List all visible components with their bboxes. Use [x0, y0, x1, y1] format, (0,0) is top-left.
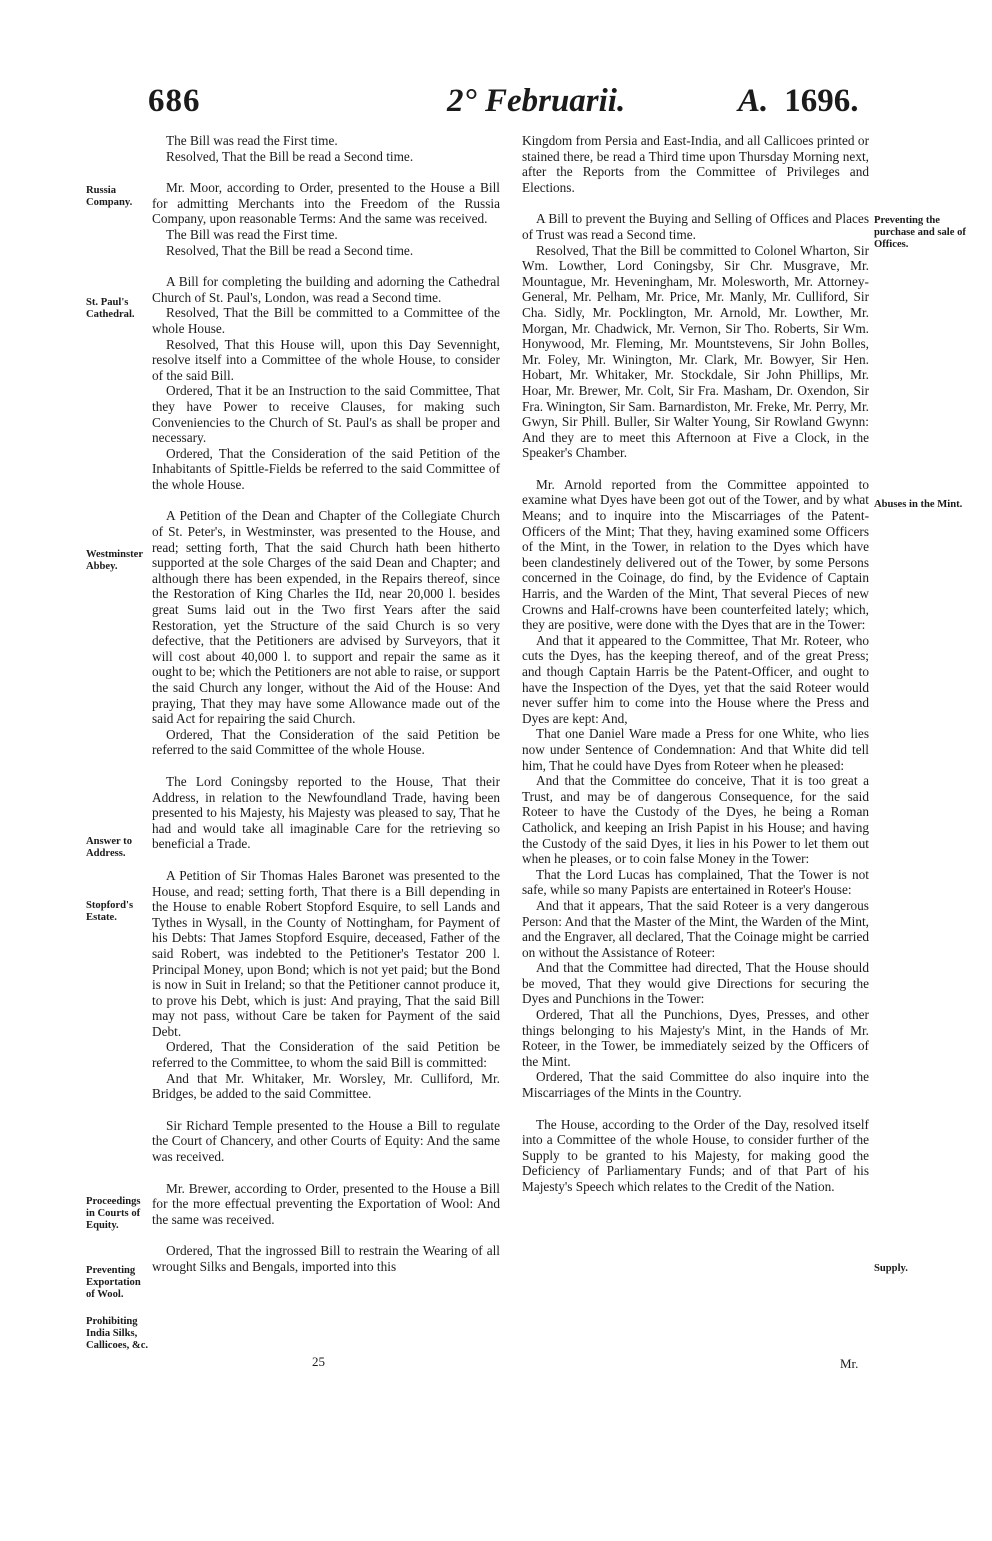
margin-note-equity: Proceedings in Courts of Equity.	[86, 1196, 141, 1231]
paragraph: Ordered, That all the Punchions, Dyes, Presses, and other things belonging to his Majesty's Mint, in the Hands of Mr. Roteer, in the Tower, be immediately seized by the Officers of the Mint.	[522, 1007, 869, 1069]
paragraph: Resolved, That the Bill be committed to Colonel Wharton, Sir Wm. Lowther, Lord Coningsby, Sir Chr. Musgrave, Mr. Mountague, Mr. Heveningham, Mr. Molesworth, Mr. Attorney-General, Mr. Pelham, Mr. Price, Mr. Manly, Mr. Culliford, Sir Cha. Sidly, Mr. Pocklington, Mr. Arnold, Mr. Lowther, Mr. Morgan, Mr. Chadwick, Mr. Vernon, Sir Tho. Roberts, Sir Wm. Honywood, Mr. Fleming, Mr. Mountstevens, Sir John Bolles, Mr. Foley, Mr. Winington, Mr. Clark, Mr. Bowyer, Sir Hen. Hobart, Mr. Whitaker, Mr. Stockdale, Sir John Phillips, Mr. Hoar, Mr. Brewer, Mr. Colt, Sir Fra. Masham, Dr. Oxendon, Sir Fra. Winington, Sir Sam. Barnardiston, Mr. Freke, Mr. Perry, Mr. Gwyn, Sir Phill. Buller, Sir Walter Young, Sir Rowland Gwynn: And they are to meet this Afternoon at Five a Clock, in the Speaker's Chamber.	[522, 242, 869, 461]
paragraph: And that it appears, That the said Roteer is a very dangerous Person: And that the Master of the Mint, the Warden of the Mint, and the Engraver, all declared, That the Coinage might be carried on without the Assistance of Roteer:	[522, 897, 870, 960]
margin-note-supply: Supply.	[874, 1263, 908, 1274]
paragraph: The Bill was read the First time.	[166, 226, 338, 242]
paragraph: Ordered, That the Consideration of the said Petition of the Inhabitants of Spittle-Fields be referred to the said Committee of the whole House.	[152, 445, 500, 492]
signature-mark: 25	[312, 1354, 325, 1369]
paragraph: That the Lord Lucas has complained, That the Tower is not safe, while so many Papists are entertained in Roteer's House:	[522, 866, 869, 898]
paragraph: Kingdom from Persia and East-India, and all Callicoes printed or stained there, be read a Third time upon Thursday Morning next, after the Reports from the Committee of Privileges and Elections.	[522, 133, 869, 195]
page-number: 686	[148, 83, 201, 119]
paragraph: The Lord Coningsby reported to the House, That their Address, in relation to the Newfoundland Trade, having been presented to his Majesty, his Majesty was pleased to say, That he had and would take all imaginable Care for the retrieving so beneficial a Trade.	[152, 773, 500, 852]
paragraph: A Petition of Sir Thomas Hales Baronet was presented to the House, and read; setting forth, That there is a Bill depending in the House to enable Robert Stopford Esquire, to sell Lands and Tythes in Wysall, in the County of Nottingham, for Payment of his Debts: That James Stopford Esquire, deceased, Father of the said Robert, was indebted to the Petitioner's Testator 200 l. Principal Money, upon Bond; which is not yet paid; but the Bond is now in Suit in Ireland; so that the Petitioner cannot produce it, to prove his Debt, which is just: And praying, That the said Bill may not pass, without Care be taken for Payment of the said Debt.	[152, 867, 500, 1039]
paragraph: Ordered, That the Consideration of the said Petition be referred to the said Committee of the whole House.	[152, 726, 500, 758]
paragraph: Resolved, That this House will, upon this Day Sevennight, resolve itself into a Committee of the whole House, to consider of the said Bill.	[152, 336, 500, 383]
page-date-title: 2° Februarii.	[447, 83, 626, 119]
paragraph: Resolved, That the Bill be read a Second time.	[166, 242, 414, 258]
margin-note-stopford: Stopford's Estate.	[86, 900, 134, 923]
margin-note-offices: Preventing the purchase and sale of Offices.	[874, 215, 966, 250]
margin-note-st-pauls: St. Paul's Cathedral.	[86, 297, 135, 320]
year-letter: A.	[738, 83, 769, 119]
paragraph: Sir Richard Temple presented to the House a Bill to regulate the Court of Chancery, and other Courts of Equity: And the same was received.	[152, 1117, 500, 1165]
paragraph: The Bill was read the First time.	[166, 133, 338, 148]
paragraph: The House, according to the Order of the Day, resolved itself into a Committee of the whole House, to consider further of the Supply to be granted to his Majesty, for making good the Deficiency of Parliamentary Funds; and of that Part of his Majesty's Speech which relates to the Credit of the Nation.	[522, 1116, 869, 1194]
paragraph: Mr. Brewer, according to Order, presented to the House a Bill for the more effectual preventing the Exportation of Wool: And the same was received.	[152, 1180, 500, 1227]
margin-note-silks: Prohibiting India Silks, Callicoes, &c.	[86, 1316, 149, 1351]
paragraph: A Bill for completing the building and adorning the Cathedral Church of St. Paul's, London, was read a Second time.	[152, 274, 500, 305]
paragraph: A Bill to prevent the Buying and Selling of Offices and Places of Trust was read a Second time.	[522, 211, 869, 242]
paragraph: That one Daniel Ware made a Press for one White, who lies now under Sentence of Condemnation: And that White did tell him, That he could have Dyes from Roteer when he pleased:	[522, 726, 869, 773]
paragraph: Ordered, That the Consideration of the said Petition be referred to the Committee, to whom the said Bill is committed:	[152, 1039, 500, 1071]
paragraph: Resolved, That the Bill be read a Second time.	[166, 148, 414, 164]
paragraph: Ordered, That the said Committee do also inquire into the Miscarriages of the Mints in the Country.	[522, 1069, 869, 1101]
paragraph: Resolved, That the Bill be committed to a Committee of the whole House.	[152, 305, 500, 336]
paragraph: And that the Committee do conceive, That it is too great a Trust, and may be of dangerous Consequence, for the said Roteer to have the Custody of the Dyes, he being a Roman Catholick, and keeping an Irish Papist in his House; and having the Custody of the said Dyes, it lies in his Power to let them out when he pleases, or to coin false Money in the Tower:	[522, 773, 869, 867]
margin-note-westminster: Westminster Abbey.	[86, 549, 143, 572]
paragraph: And that Mr. Whitaker, Mr. Worsley, Mr. Culliford, Mr. Bridges, be added to the said Committee.	[152, 1070, 500, 1102]
margin-note-answer: Answer to Address.	[86, 836, 133, 859]
paragraph: Mr. Moor, according to Order, presented to the House a Bill for admitting Merchants into the Freedom of the Russia Company, upon reasonable Terms: And the same was received.	[152, 180, 500, 227]
margin-note-russia-company: Russia Company.	[86, 185, 133, 208]
paragraph: Mr. Arnold reported from the Committee appointed to examine what Dyes have been got out of the Tower, and by what Means; and to inquire into the Miscarriages of the Patent-Officers of the Mint; That they, having examined some Officers of the Mint, in the Tower, in relation to the Dyes which have been clandestinely delivered out of the Tower, by some Persons concerned in the Coinage, do find, by the Evidence of Captain Harris, and the Warden of the Mint, That several Pieces of new Crowns and Half-crowns have been counterfeited lately; which, they are positive, were done with the Dyes that are in the Tower:	[522, 476, 869, 633]
right-column	[522, 133, 869, 1195]
page-year	[738, 83, 859, 120]
paragraph: Ordered, That the ingrossed Bill to restrain the Wearing of all wrought Silks and Bengals, imported into this	[152, 1243, 500, 1274]
paragraph: A Petition of the Dean and Chapter of the Collegiate Church of St. Peter's, in Westminster, was presented to the House, and read; setting forth, That the said Church hath been hitherto supported at the sole Charges of the said Dean and Chapter; and although there has been expended, in the Repairs thereof, since the Restoration of King Charles the IId, near 20,000 l. besides great Sums laid out in the Two first Years after the said Restoration, yet the Structure of the said Church is so very defective, that the Petitioners are advised by Surveyors, that it will cost about 40,000 l. to support and repair the same as it ought to be; which the Petitioners are not able to raise, or support the said Church any longer, without the Aid of the House: And praying, That they may have some Allowance made out of the said Act for repairing the said Church.	[152, 508, 500, 727]
catchword: Mr.	[840, 1356, 859, 1371]
left-column	[152, 133, 500, 1275]
year-number: 1696.	[784, 83, 859, 119]
paragraph: Ordered, That it be an Instruction to the said Committee, That they have Power to receive Clauses, for making such Conveniencies to the Church of St. Paul's as shall be proper and necessary.	[152, 383, 500, 446]
paragraph: And that the Committee had directed, That the House should be moved, That they would give Directions for securing the Dyes and Punchions in the Tower:	[522, 960, 869, 1007]
paragraph: And that it appeared to the Committee, That Mr. Roteer, who cuts the Dyes, has the keeping thereof, and of the great Press; and though Captain Harris be the Patent-Officer, and ought to have the Inspection of the Dyes, yet that the said Roteer would never suffer him to come into the House where the Press and Dyes are kept: And,	[522, 632, 869, 726]
margin-note-wool: Preventing Exportation of Wool.	[86, 1265, 141, 1300]
margin-note-mint: Abuses in the Mint.	[874, 499, 963, 510]
